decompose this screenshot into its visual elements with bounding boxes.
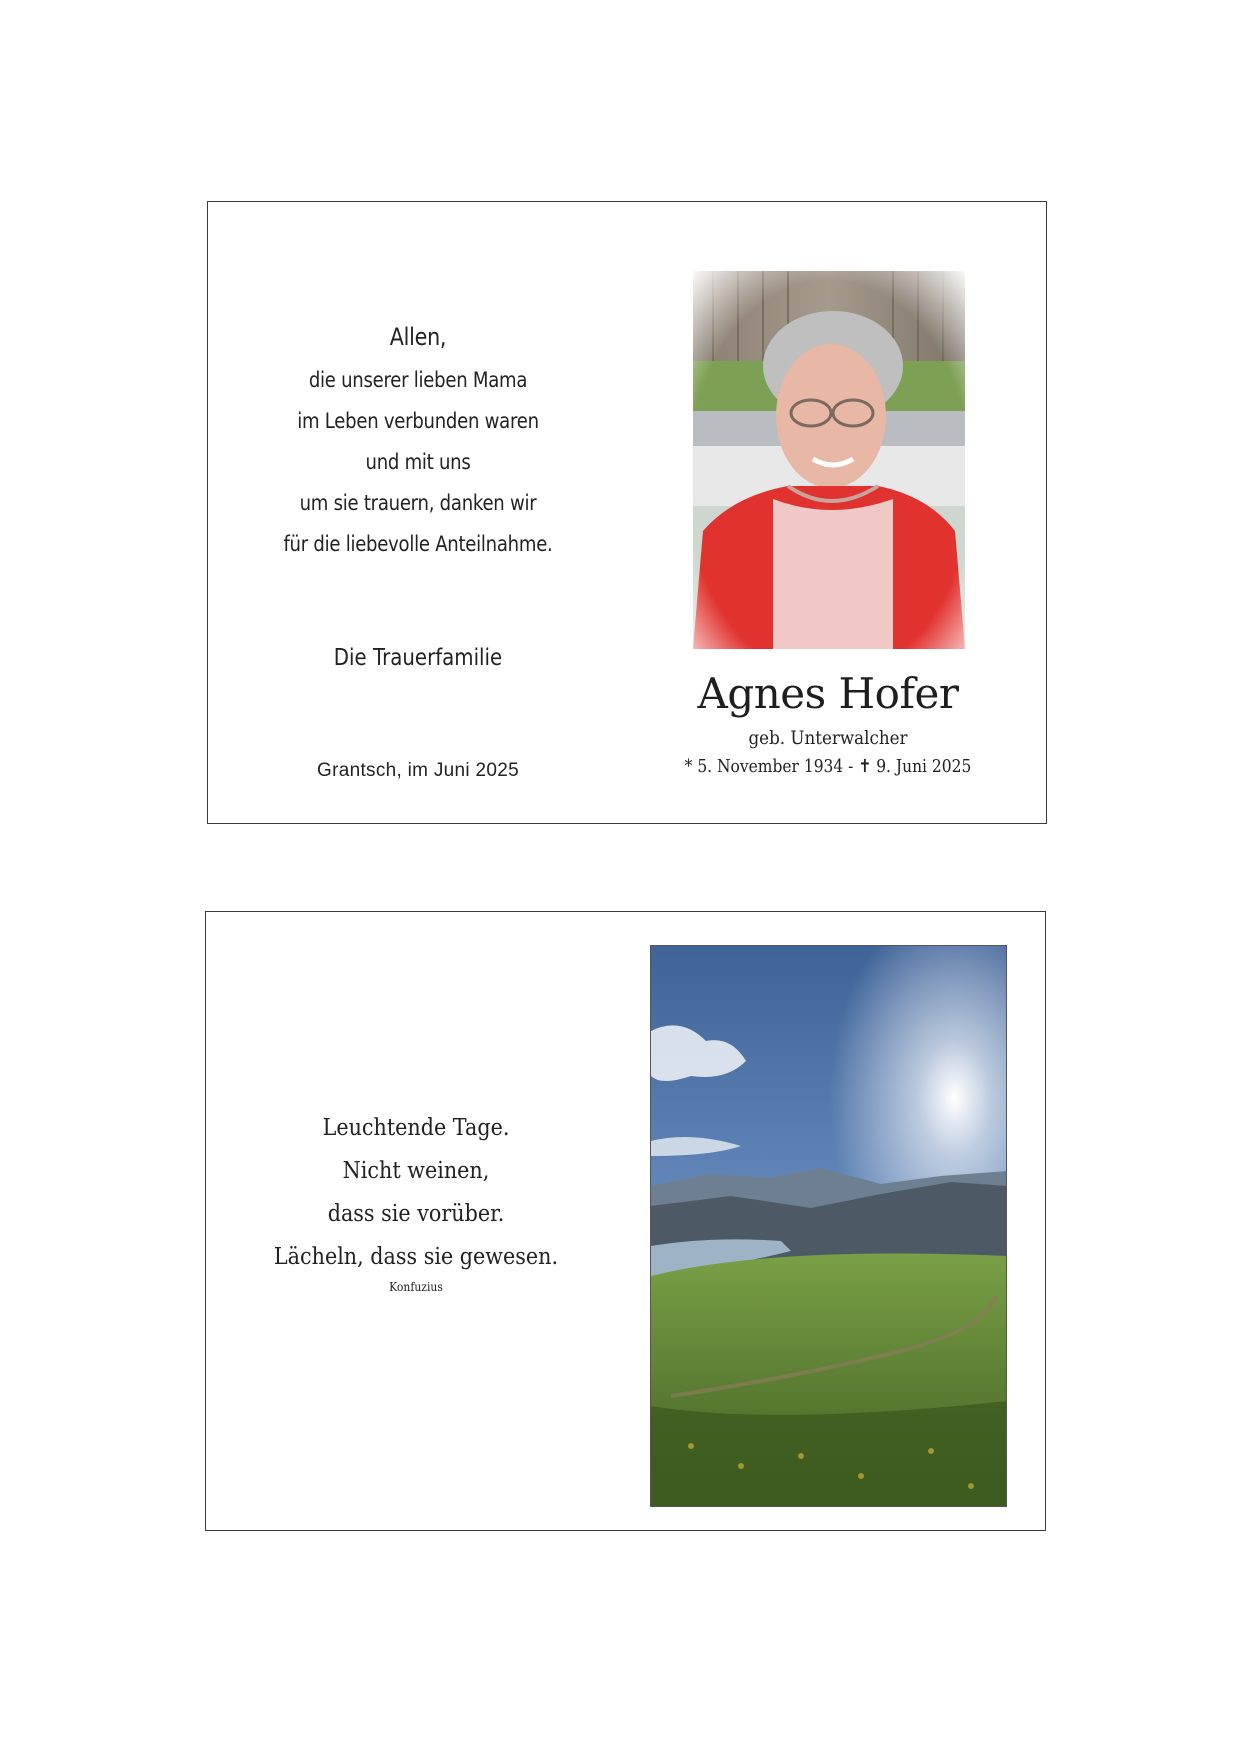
- portrait-photo: [693, 271, 965, 649]
- place-date: Grantsch, im Juni 2025: [317, 760, 519, 781]
- landscape-photo: [650, 945, 1007, 1507]
- thanks-line: um sie trauern, danken wir: [299, 491, 537, 515]
- thanks-text: [272, 317, 564, 565]
- poem-line: Lächeln, dass sie gewesen.: [273, 1244, 559, 1270]
- thanks-line: und mit uns: [365, 450, 471, 474]
- family-signature: Die Trauerfamilie: [333, 645, 503, 671]
- maiden-name: geb. Unterwalcher: [748, 727, 908, 749]
- front-card: [207, 201, 1047, 824]
- poem-line: Leuchtende Tage.: [322, 1115, 510, 1141]
- poem: [254, 1107, 578, 1279]
- poem-line: dass sie vorüber.: [327, 1201, 505, 1227]
- thanks-line: Allen,: [389, 323, 447, 351]
- thanks-line: für die liebevolle Anteilnahme.: [283, 532, 553, 556]
- life-dates: * 5. November 1934 - ✝ 9. Juni 2025: [684, 756, 972, 777]
- thanks-line: im Leben verbunden waren: [297, 409, 539, 433]
- poem-line: Nicht weinen,: [342, 1158, 490, 1184]
- back-card: [205, 911, 1046, 1531]
- deceased-name: Agnes Hofer: [697, 669, 959, 718]
- poem-author: Konfuzius: [389, 1280, 443, 1294]
- thanks-line: die unserer lieben Mama: [308, 368, 528, 392]
